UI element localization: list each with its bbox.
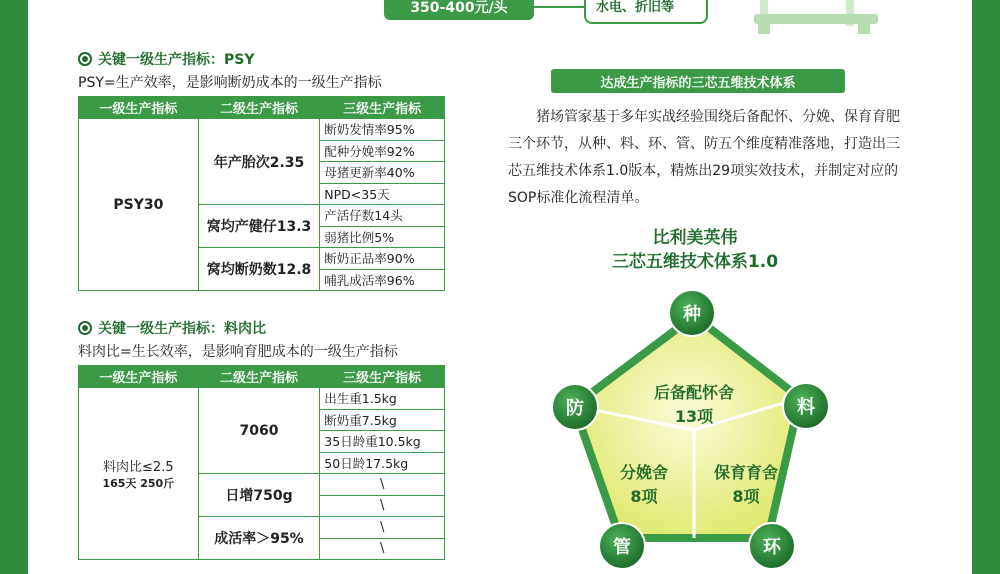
bullet-icon — [78, 52, 92, 66]
table-header-row — [79, 366, 445, 388]
level2-cell: 窝均产健仔13.3 — [198, 205, 320, 248]
dimension-label: 种 — [683, 304, 701, 325]
fcr-heading-text: 关键一级生产指标：料肉比 — [98, 321, 266, 337]
table-row — [79, 119, 445, 141]
core-count: 13项 — [674, 407, 714, 426]
pentagon-diagram — [540, 288, 840, 574]
utility-box — [584, 0, 708, 24]
core-name: 后备配怀舍 — [653, 383, 735, 402]
header-level2: 二级生产指标 — [198, 366, 320, 388]
level3-cell: 配种分娩率92% — [320, 140, 445, 162]
level1-cell: PSY30 — [79, 119, 199, 291]
level3-cell: 母猪更新率40% — [320, 162, 445, 184]
level3-cell: 35日龄重10.5kg — [320, 431, 445, 453]
header-level3: 三级生产指标 — [320, 366, 445, 388]
header-level3: 三级生产指标 — [320, 97, 445, 119]
bullet-icon — [78, 321, 92, 335]
psy-heading — [78, 49, 254, 69]
level3-cell: 断奶重7.5kg — [320, 409, 445, 431]
dimension-label: 料 — [797, 397, 815, 418]
level3-cell: 弱猪比例5% — [320, 226, 445, 248]
dimension-label: 管 — [613, 537, 631, 558]
level2-cell: 7060 — [198, 388, 320, 474]
table-illustration-icon — [754, 0, 878, 34]
dimension-label: 防 — [566, 398, 584, 419]
system-paragraph: 猪场管家基于多年实战经验围绕后备配怀、分娩、保育育肥三个环节，从种、料、环、管、防五个维度精准落地，打造出三芯五维技术体系1.0版本，精炼出29项实效技术，并制定对应的SOP标准化流程清单。 — [508, 109, 900, 206]
level2-cell: 成活率＞95% — [198, 517, 320, 560]
dimension-label: 环 — [763, 537, 781, 558]
psy-subtitle: PSY=生产效率，是影响断奶成本的一级生产指标 — [78, 75, 382, 91]
core-name: 保育育舍 — [713, 463, 779, 482]
level3-cell: 断奶发情率95% — [320, 119, 445, 141]
core-count: 8项 — [732, 487, 760, 506]
level2-cell: 日增750g — [198, 474, 320, 517]
system-pill: 达成生产指标的三芯五维技术体系 — [551, 69, 845, 93]
connector-line — [534, 6, 584, 8]
level1-cell — [79, 388, 199, 560]
level3-cell: 出生重1.5kg — [320, 388, 445, 410]
utility-text: 水电、折旧等 — [596, 0, 675, 15]
table-header-row — [79, 97, 445, 119]
level3-cell: 断奶正品率90% — [320, 248, 445, 270]
fcr-heading — [78, 318, 266, 338]
price-box: 350-400元/头 — [384, 0, 534, 20]
level2-cell: 窝均断奶数12.8 — [198, 248, 320, 291]
table-row — [79, 388, 445, 410]
level3-cell: 50日龄17.5kg — [320, 452, 445, 474]
header-level1: 一级生产指标 — [79, 97, 199, 119]
header-level2: 二级生产指标 — [198, 97, 320, 119]
system-title-line2: 三芯五维技术体系1.0 — [611, 252, 779, 272]
level3-cell: \ — [320, 495, 445, 517]
level2-cell: 年产胎次2.35 — [198, 119, 320, 205]
level3-cell: \ — [320, 517, 445, 539]
fcr-subtitle: 料肉比=生长效率，是影响育肥成本的一级生产指标 — [78, 344, 398, 360]
system-title-line1: 比利美英伟 — [652, 228, 738, 248]
core-name: 分娩舍 — [619, 463, 669, 482]
core-count: 8项 — [630, 487, 658, 506]
top-fragment — [370, 0, 720, 30]
pentagon-shape — [574, 316, 800, 538]
fcr-table — [78, 365, 445, 560]
header-level1: 一级生产指标 — [79, 366, 199, 388]
level3-cell: \ — [320, 474, 445, 496]
level3-cell: 哺乳成活率96% — [320, 269, 445, 291]
level1-note: 165天 250斤 — [102, 477, 175, 490]
psy-heading-text: 关键一级生产指标：PSY — [98, 52, 255, 68]
level3-cell: \ — [320, 538, 445, 560]
system-title — [560, 226, 830, 274]
level3-cell: 产活仔数14头 — [320, 205, 445, 227]
level3-cell: NPD<35天 — [320, 183, 445, 205]
level1-value: 料肉比≤2.5 — [103, 460, 174, 475]
psy-table — [78, 96, 445, 291]
